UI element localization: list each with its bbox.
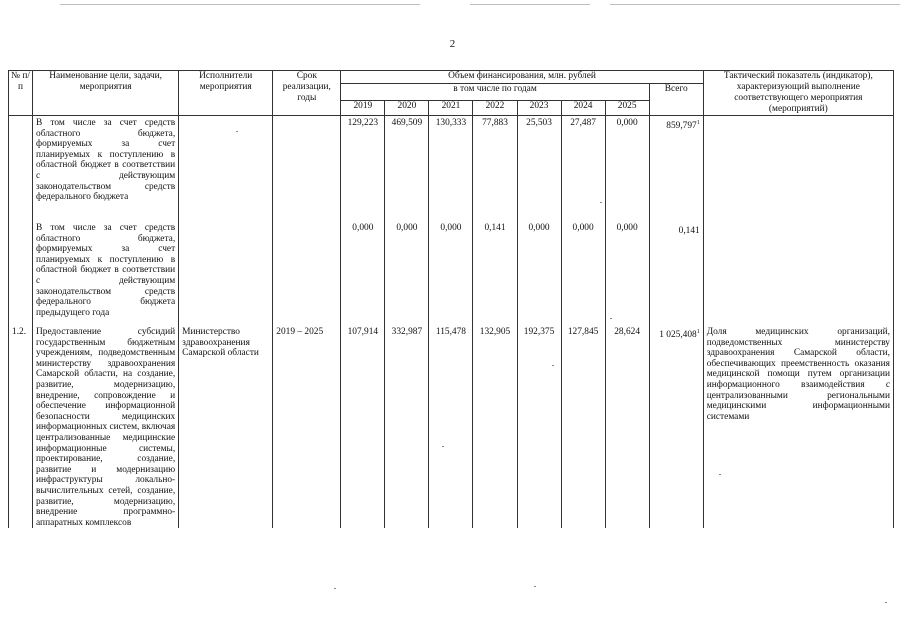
year-value: 132,905: [473, 321, 517, 528]
header-year: 2024: [561, 101, 605, 116]
year-value: 107,914: [341, 321, 385, 528]
year-value: 28,624: [605, 321, 649, 528]
row-name: В том числе за счет средств областного бюджета, формируемых за счет планируемых к поступлению в областной бюджет в соответствии с действующим законодательством средств федерального бюджета: [33, 116, 179, 222]
scan-speck: [552, 365, 554, 366]
financing-table: [8, 70, 894, 528]
header-executors: Исполнители мероприятия: [179, 71, 273, 116]
header-num: № п/п: [9, 71, 33, 116]
year-value: 0,000: [429, 221, 473, 321]
header-total: Всего: [649, 84, 703, 116]
row-total: 859,797: [666, 121, 697, 132]
year-value: 130,333: [429, 116, 473, 222]
year-value: 469,509: [385, 116, 429, 222]
year-value: 0,141: [473, 221, 517, 321]
header-year: 2021: [429, 101, 473, 116]
scan-artifact-line: [60, 4, 420, 5]
row-indicator: Доля медицинских организаций, подведомственных министерству здравоохранения Самарской области, обеспечивающих преемственность оказания медицинской помощи путем организации информационного взаимодействия с централизованными региональными медицинскими информационными системами: [703, 321, 893, 528]
header-name: Наименование цели, задачи, мероприятия: [33, 71, 179, 116]
row-num: 1.2.: [9, 321, 33, 528]
year-value: 129,223: [341, 116, 385, 222]
row-term: [273, 221, 341, 321]
year-value: 192,375: [517, 321, 561, 528]
footnote-mark: 1: [696, 120, 700, 126]
header-by-years: в том числе по годам: [341, 84, 649, 101]
header-financing: Объем финансирования, млн. рублей: [341, 71, 703, 84]
row-total-cell: [649, 321, 703, 528]
row-num: [9, 116, 33, 222]
row-total: 1 025,408: [659, 330, 697, 341]
header-year: 2022: [473, 101, 517, 116]
scan-speck: [534, 586, 536, 587]
scan-speck: [600, 202, 602, 203]
footnote-mark: 1: [696, 329, 700, 335]
row-total: 0,141: [678, 226, 700, 237]
row-executors: Министерство здравоохранения Самарской области: [179, 321, 273, 528]
year-value: 0,000: [605, 116, 649, 222]
scan-speck: [610, 318, 612, 319]
scan-speck: [236, 131, 238, 132]
year-value: 0,000: [517, 221, 561, 321]
year-value: 27,487: [561, 116, 605, 222]
row-name: Предоставление субсидий государственным бюджетным учреждениям, подведомственным министерству здравоохранения Самарской области, на создание, развитие, модернизацию, внедрение, сопровождение и обеспечение информационной безопасности медицинских информационных систем, включая централизованные медицинские информационные системы, проектирование, создание, развитие и модернизацию инфраструктуры локально-вычислительных сетей, создание, развитие, модернизацию, внедрение программно-аппаратных комплексов: [33, 321, 179, 528]
scan-artifact-line: [470, 4, 590, 5]
row-total-cell: [649, 221, 703, 321]
row-executors: [179, 221, 273, 321]
table-row: [9, 116, 894, 222]
scan-speck: [719, 474, 721, 475]
page-number: 2: [449, 38, 456, 50]
row-name: В том числе за счет средств областного бюджета, формируемых за счет планируемых к поступлению в областной бюджет в соответствии с действующим законодательством средств федерального бюджета предыдущего года: [33, 221, 179, 321]
row-term: [273, 116, 341, 222]
header-term: Срок реализации, годы: [273, 71, 341, 116]
header-year: 2020: [385, 101, 429, 116]
row-indicator: [703, 221, 893, 321]
table-row: [9, 321, 894, 528]
scan-speck: [885, 602, 887, 603]
year-value: 0,000: [385, 221, 429, 321]
year-value: 0,000: [561, 221, 605, 321]
year-value: 127,845: [561, 321, 605, 528]
year-value: 77,883: [473, 116, 517, 222]
row-total-cell: [649, 116, 703, 222]
scan-speck: [334, 588, 336, 589]
year-value: 332,987: [385, 321, 429, 528]
header-year: 2025: [605, 101, 649, 116]
scan-speck: [442, 446, 444, 447]
header-year: 2023: [517, 101, 561, 116]
row-indicator: [703, 116, 893, 222]
year-value: 25,503: [517, 116, 561, 222]
table-row: [9, 221, 894, 321]
year-value: 0,000: [605, 221, 649, 321]
header-indicator: Тактический показатель (индикатор), характеризующий выполнение соответствующего мероприятия (мероприятий): [703, 71, 893, 116]
table-header: [9, 71, 894, 116]
scan-artifact-line: [610, 4, 900, 5]
row-num: [9, 221, 33, 321]
header-year: 2019: [341, 101, 385, 116]
row-term: 2019 – 2025: [273, 321, 341, 528]
year-value: 115,478: [429, 321, 473, 528]
year-value: 0,000: [341, 221, 385, 321]
row-executors: [179, 116, 273, 222]
